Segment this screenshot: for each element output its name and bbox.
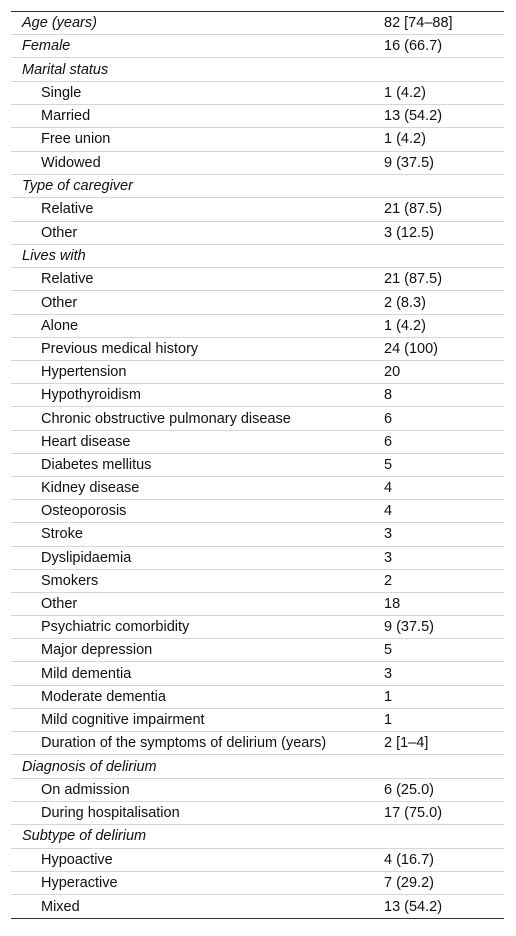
row-label: Other bbox=[41, 596, 78, 612]
table-row bbox=[11, 732, 504, 755]
row-label: Relative bbox=[41, 271, 94, 288]
table-section-row bbox=[11, 755, 504, 779]
row-label: Other bbox=[41, 224, 78, 241]
row-value: 21 (87.5) bbox=[384, 271, 443, 288]
table-section-row bbox=[11, 58, 504, 82]
section-label: Lives with bbox=[22, 247, 86, 264]
row-value: 24 (100) bbox=[384, 340, 439, 357]
table-row bbox=[11, 686, 504, 709]
row-label: Heart disease bbox=[41, 433, 131, 450]
row-label: Duration of the symptoms of delirium (years) bbox=[41, 735, 327, 752]
table-row bbox=[11, 222, 504, 245]
table-row bbox=[11, 315, 504, 338]
row-label: Stroke bbox=[41, 526, 83, 543]
table-row bbox=[11, 500, 504, 523]
row-value: 3 (12.5) bbox=[384, 224, 434, 241]
table-row bbox=[11, 82, 504, 105]
row-value: 18 bbox=[384, 596, 401, 612]
table-row bbox=[11, 477, 504, 500]
row-label: Relative bbox=[41, 201, 94, 218]
row-value: 20 bbox=[384, 364, 401, 381]
row-label: Alone bbox=[41, 317, 79, 334]
row-value: 3 bbox=[384, 549, 393, 566]
row-label: Osteoporosis bbox=[41, 503, 127, 520]
row-label: Age (years) bbox=[22, 15, 97, 32]
row-value: 1 bbox=[384, 688, 393, 705]
table-row bbox=[11, 872, 504, 895]
row-label: Mixed bbox=[41, 898, 80, 915]
row-value: 3 bbox=[384, 665, 393, 682]
row-value: 17 (75.0) bbox=[384, 805, 443, 822]
table-row bbox=[11, 639, 504, 662]
row-value: 21 (87.5) bbox=[384, 201, 443, 218]
row-label: Widowed bbox=[41, 154, 101, 171]
row-label: On admission bbox=[41, 781, 130, 798]
section-label: Diagnosis of delirium bbox=[22, 758, 157, 775]
row-value: 4 bbox=[384, 503, 393, 520]
row-label: Female bbox=[22, 38, 71, 55]
row-value: 1 (4.2) bbox=[384, 85, 426, 102]
row-label: Hypertension bbox=[41, 364, 127, 381]
table-row bbox=[11, 12, 504, 35]
table-row bbox=[11, 779, 504, 802]
row-value: 16 (66.7) bbox=[384, 38, 443, 55]
row-value: 4 bbox=[384, 480, 393, 497]
section-label: Marital status bbox=[22, 61, 109, 78]
table-section-row bbox=[11, 245, 504, 269]
table-row bbox=[11, 152, 504, 175]
table-row bbox=[11, 523, 504, 546]
row-label: Hyperactive bbox=[41, 875, 118, 892]
row-value: 6 bbox=[384, 433, 393, 450]
table-row bbox=[11, 198, 504, 221]
row-value: 13 (54.2) bbox=[384, 108, 443, 125]
row-value: 9 (37.5) bbox=[384, 619, 434, 636]
row-label: Psychiatric comorbidity bbox=[41, 619, 190, 636]
row-label: Smokers bbox=[41, 572, 99, 589]
section-label: Type of caregiver bbox=[22, 178, 133, 195]
row-value: 2 (8.3) bbox=[384, 294, 426, 311]
table-row bbox=[11, 128, 504, 151]
row-value: 3 bbox=[384, 526, 393, 543]
row-value: 5 bbox=[384, 642, 393, 659]
table-row bbox=[11, 291, 504, 314]
row-value: 9 (37.5) bbox=[384, 154, 434, 171]
section-label: Subtype of delirium bbox=[22, 828, 147, 845]
row-value: 5 bbox=[384, 456, 393, 473]
characteristics-table bbox=[11, 11, 504, 919]
row-value: 1 bbox=[384, 711, 393, 728]
row-label: Kidney disease bbox=[41, 480, 140, 497]
table-row bbox=[11, 431, 504, 454]
table-row bbox=[11, 895, 504, 918]
row-label: Mild dementia bbox=[41, 665, 132, 682]
table-row bbox=[11, 454, 504, 477]
row-label: Other bbox=[41, 294, 78, 311]
table-row bbox=[11, 407, 504, 430]
row-label: Married bbox=[41, 108, 91, 125]
row-label: Hypoactive bbox=[41, 851, 113, 868]
table-row bbox=[11, 547, 504, 570]
row-value: 8 bbox=[384, 387, 393, 404]
row-label: Free union bbox=[41, 131, 111, 148]
row-label: Moderate dementia bbox=[41, 688, 166, 705]
table-row bbox=[11, 338, 504, 361]
table-row bbox=[11, 105, 504, 128]
table-row bbox=[11, 802, 504, 825]
row-label: Diabetes mellitus bbox=[41, 456, 152, 473]
table-row bbox=[11, 616, 504, 639]
row-value: 1 (4.2) bbox=[384, 131, 426, 148]
row-label: Dyslipidaemia bbox=[41, 549, 132, 566]
table-section-row bbox=[11, 175, 504, 199]
row-value: 1 (4.2) bbox=[384, 317, 426, 334]
row-label: During hospitalisation bbox=[41, 805, 180, 822]
table-row bbox=[11, 593, 504, 616]
row-value: 2 [1–4] bbox=[384, 735, 429, 752]
row-value: 2 bbox=[384, 572, 393, 589]
table-row bbox=[11, 570, 504, 593]
row-value: 82 [74–88] bbox=[384, 15, 453, 32]
row-value: 4 (16.7) bbox=[384, 851, 434, 868]
row-label: Single bbox=[41, 85, 82, 102]
row-value: 13 (54.2) bbox=[384, 898, 443, 915]
table-row bbox=[11, 268, 504, 291]
table-row bbox=[11, 361, 504, 384]
row-label: Mild cognitive impairment bbox=[41, 711, 205, 728]
row-label: Major depression bbox=[41, 642, 153, 659]
table-row bbox=[11, 662, 504, 685]
row-value: 6 bbox=[384, 410, 393, 427]
row-label: Chronic obstructive pulmonary disease bbox=[41, 410, 291, 427]
table-row bbox=[11, 849, 504, 872]
row-label: Hypothyroidism bbox=[41, 387, 141, 404]
table-section-row bbox=[11, 825, 504, 849]
row-value: 6 (25.0) bbox=[384, 781, 434, 798]
table-row bbox=[11, 384, 504, 407]
row-value: 7 (29.2) bbox=[384, 875, 434, 892]
row-label: Previous medical history bbox=[41, 340, 199, 357]
table-row bbox=[11, 35, 504, 58]
table-row bbox=[11, 709, 504, 732]
